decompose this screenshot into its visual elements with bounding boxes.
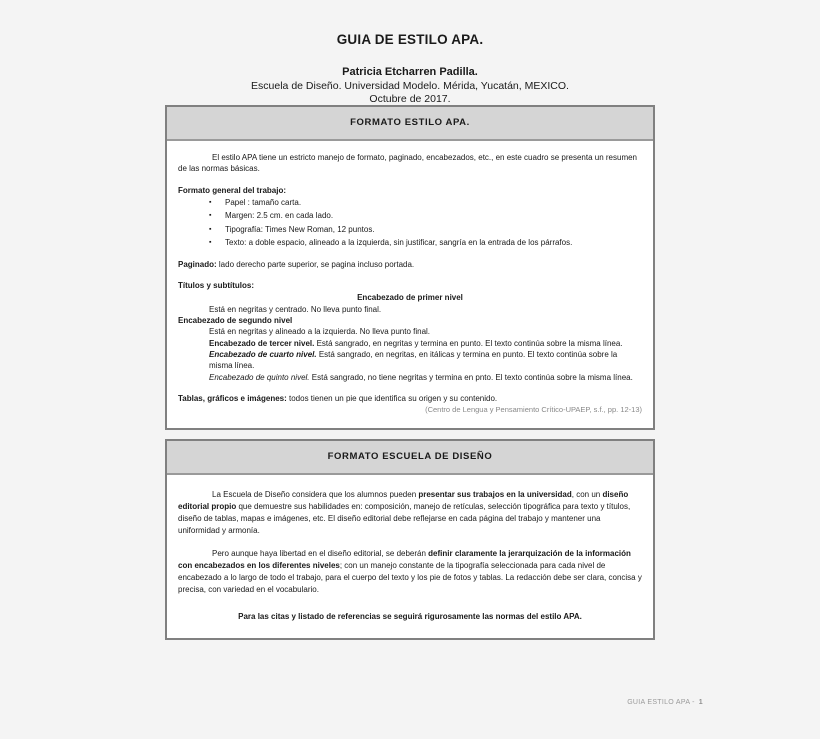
nivel4-heading: Encabezado de cuarto nivel.	[209, 350, 317, 360]
list-item	[178, 197, 642, 208]
tablas-graficos-label: Tablas, gráficos e imágenes:	[178, 394, 287, 404]
list-item-label: Margen: 2.5 cm. en cada lado.	[225, 211, 334, 221]
table-header-formato-apa: FORMATO ESTILO APA.	[167, 107, 653, 141]
tablas-graficos-paragraph	[178, 393, 642, 404]
formato-general-label: Formato general del trabajo:	[178, 185, 287, 195]
paginado-paragraph	[178, 259, 642, 270]
escuela-p1-part3: que demuestre sus habilidades en: composición, manejo de retículas, selección tipográfica para texto y títulos, diseño de tablas, mapas e imágenes, etc. El diseño editorial debe reflejarse en cada página del trabajo y mantener una uniformidad y armonía.	[178, 502, 631, 536]
escuela-p1-bold1: presentar sus trabajos en la universidad	[418, 490, 572, 500]
footer-page-number: 1	[698, 699, 703, 706]
nivel1-description: Está en negritas y centrado. No lleva punto final.	[209, 304, 382, 314]
nivel2-heading: Encabezado de segundo nivel	[178, 315, 293, 325]
nivel5-description: Está sangrado, no tiene negritas y termina en pnto. El texto continúa sobre la misma línea.	[309, 372, 633, 382]
page-title: GUIA DE ESTILO APA.	[336, 32, 484, 47]
nivel3-line	[178, 338, 642, 349]
title-block	[0, 0, 820, 105]
bullet-icon: ▪	[209, 239, 212, 247]
nivel5-line	[178, 372, 642, 383]
bullet-icon: ▪	[209, 225, 212, 233]
list-item	[178, 210, 642, 221]
escuela-p1-part1: La Escuela de Diseño considera que los alumnos pueden	[212, 490, 419, 500]
escuela-p2-bold1: definir claramente la jerarquización de la información con encabezados en los diferentes niveles	[178, 549, 631, 571]
list-item-label: Papel : tamaño carta.	[225, 198, 302, 208]
intro-paragraph: El estilo APA tiene un estricto manejo de formato, paginado, encabezados, etc., en este cuadro se presenta un resumen de las normas básicas.	[178, 153, 638, 174]
escuela-paragraph-2	[178, 548, 642, 596]
document-date: Octubre de 2017.	[369, 93, 451, 105]
paginado-label: Paginado:	[178, 259, 217, 269]
list-item-label: Tipografía: Times New Roman, 12 puntos.	[225, 224, 375, 234]
author-affiliation: Escuela de Diseño. Universidad Modelo. Mérida, Yucatán, MEXICO.	[251, 80, 569, 92]
nivel4-description: Está sangrado, en negritas, en itálicas y termina en punto. El texto continúa sobre la misma línea.	[209, 350, 618, 371]
escuela-closing-statement: Para las citas y listado de referencias se seguirá rigurosamente las normas del estilo APA.	[238, 612, 582, 622]
nivel3-description: Está sangrado, en negritas y termina en punto. El texto continúa sobre la misma línea.	[314, 338, 623, 348]
author-name: Patricia Etcharren Padilla.	[342, 66, 478, 78]
nivel3-heading: Encabezado de tercer nivel.	[209, 338, 315, 348]
page-footer	[627, 699, 703, 706]
escuela-paragraph-1	[178, 489, 642, 537]
escuela-p2-part1: Pero aunque haya libertad en el diseño editorial, se deberán	[212, 549, 429, 559]
list-item	[178, 224, 642, 235]
escuela-p2-part2: ; con un manejo constante de la tipografía seleccionada para cada nivel de encabezado a lo largo de todo el trabajo, para el cuerpo del texto y los pie de fotos y tablas. La redacción debe ser clara, concisa y precisa, con variedad en el vocabulario.	[178, 561, 642, 595]
nivel1-heading: Encabezado de primer nivel	[357, 293, 463, 303]
bullet-icon: ▪	[209, 212, 212, 220]
table-header-formato-escuela: FORMATO ESCUELA DE DISEÑO	[167, 441, 653, 475]
escuela-p1-part2: , con un	[571, 490, 603, 500]
formato-general-list	[178, 197, 642, 248]
tablas-graficos-text: todos tienen un pie que identifica su origen y su contenido.	[286, 394, 498, 404]
escuela-p1-bold2: diseño editorial propio	[178, 490, 629, 512]
footer-label: GUIA ESTILO APA -	[627, 699, 695, 706]
table-body-formato-escuela	[167, 475, 653, 638]
paginado-text: lado derecho parte superior, se pagina incluso portada.	[216, 259, 415, 269]
list-item-label: Texto: a doble espacio, alineado a la izquierda, sin justificar, sangría en la entrada de los párrafos.	[225, 238, 573, 248]
table-formato-estilo-apa	[165, 105, 655, 430]
list-item	[178, 237, 642, 248]
titulos-subtitulos-label: Títulos y subtítulos:	[178, 280, 254, 290]
nivel4-line	[178, 349, 642, 372]
tables-container	[165, 105, 655, 640]
source-citation: (Centro de Lengua y Pensamiento Crítico-UPAEP, s.f., pp. 12-13)	[425, 405, 642, 415]
table-body-formato-apa	[167, 141, 653, 428]
nivel2-description: Está en negritas y alineado a la izquierda. No lleva punto final.	[209, 327, 431, 337]
table-formato-escuela-diseno	[165, 439, 655, 640]
bullet-icon: ▪	[209, 199, 212, 207]
nivel5-heading: Encabezado de quinto nivel.	[209, 372, 310, 382]
